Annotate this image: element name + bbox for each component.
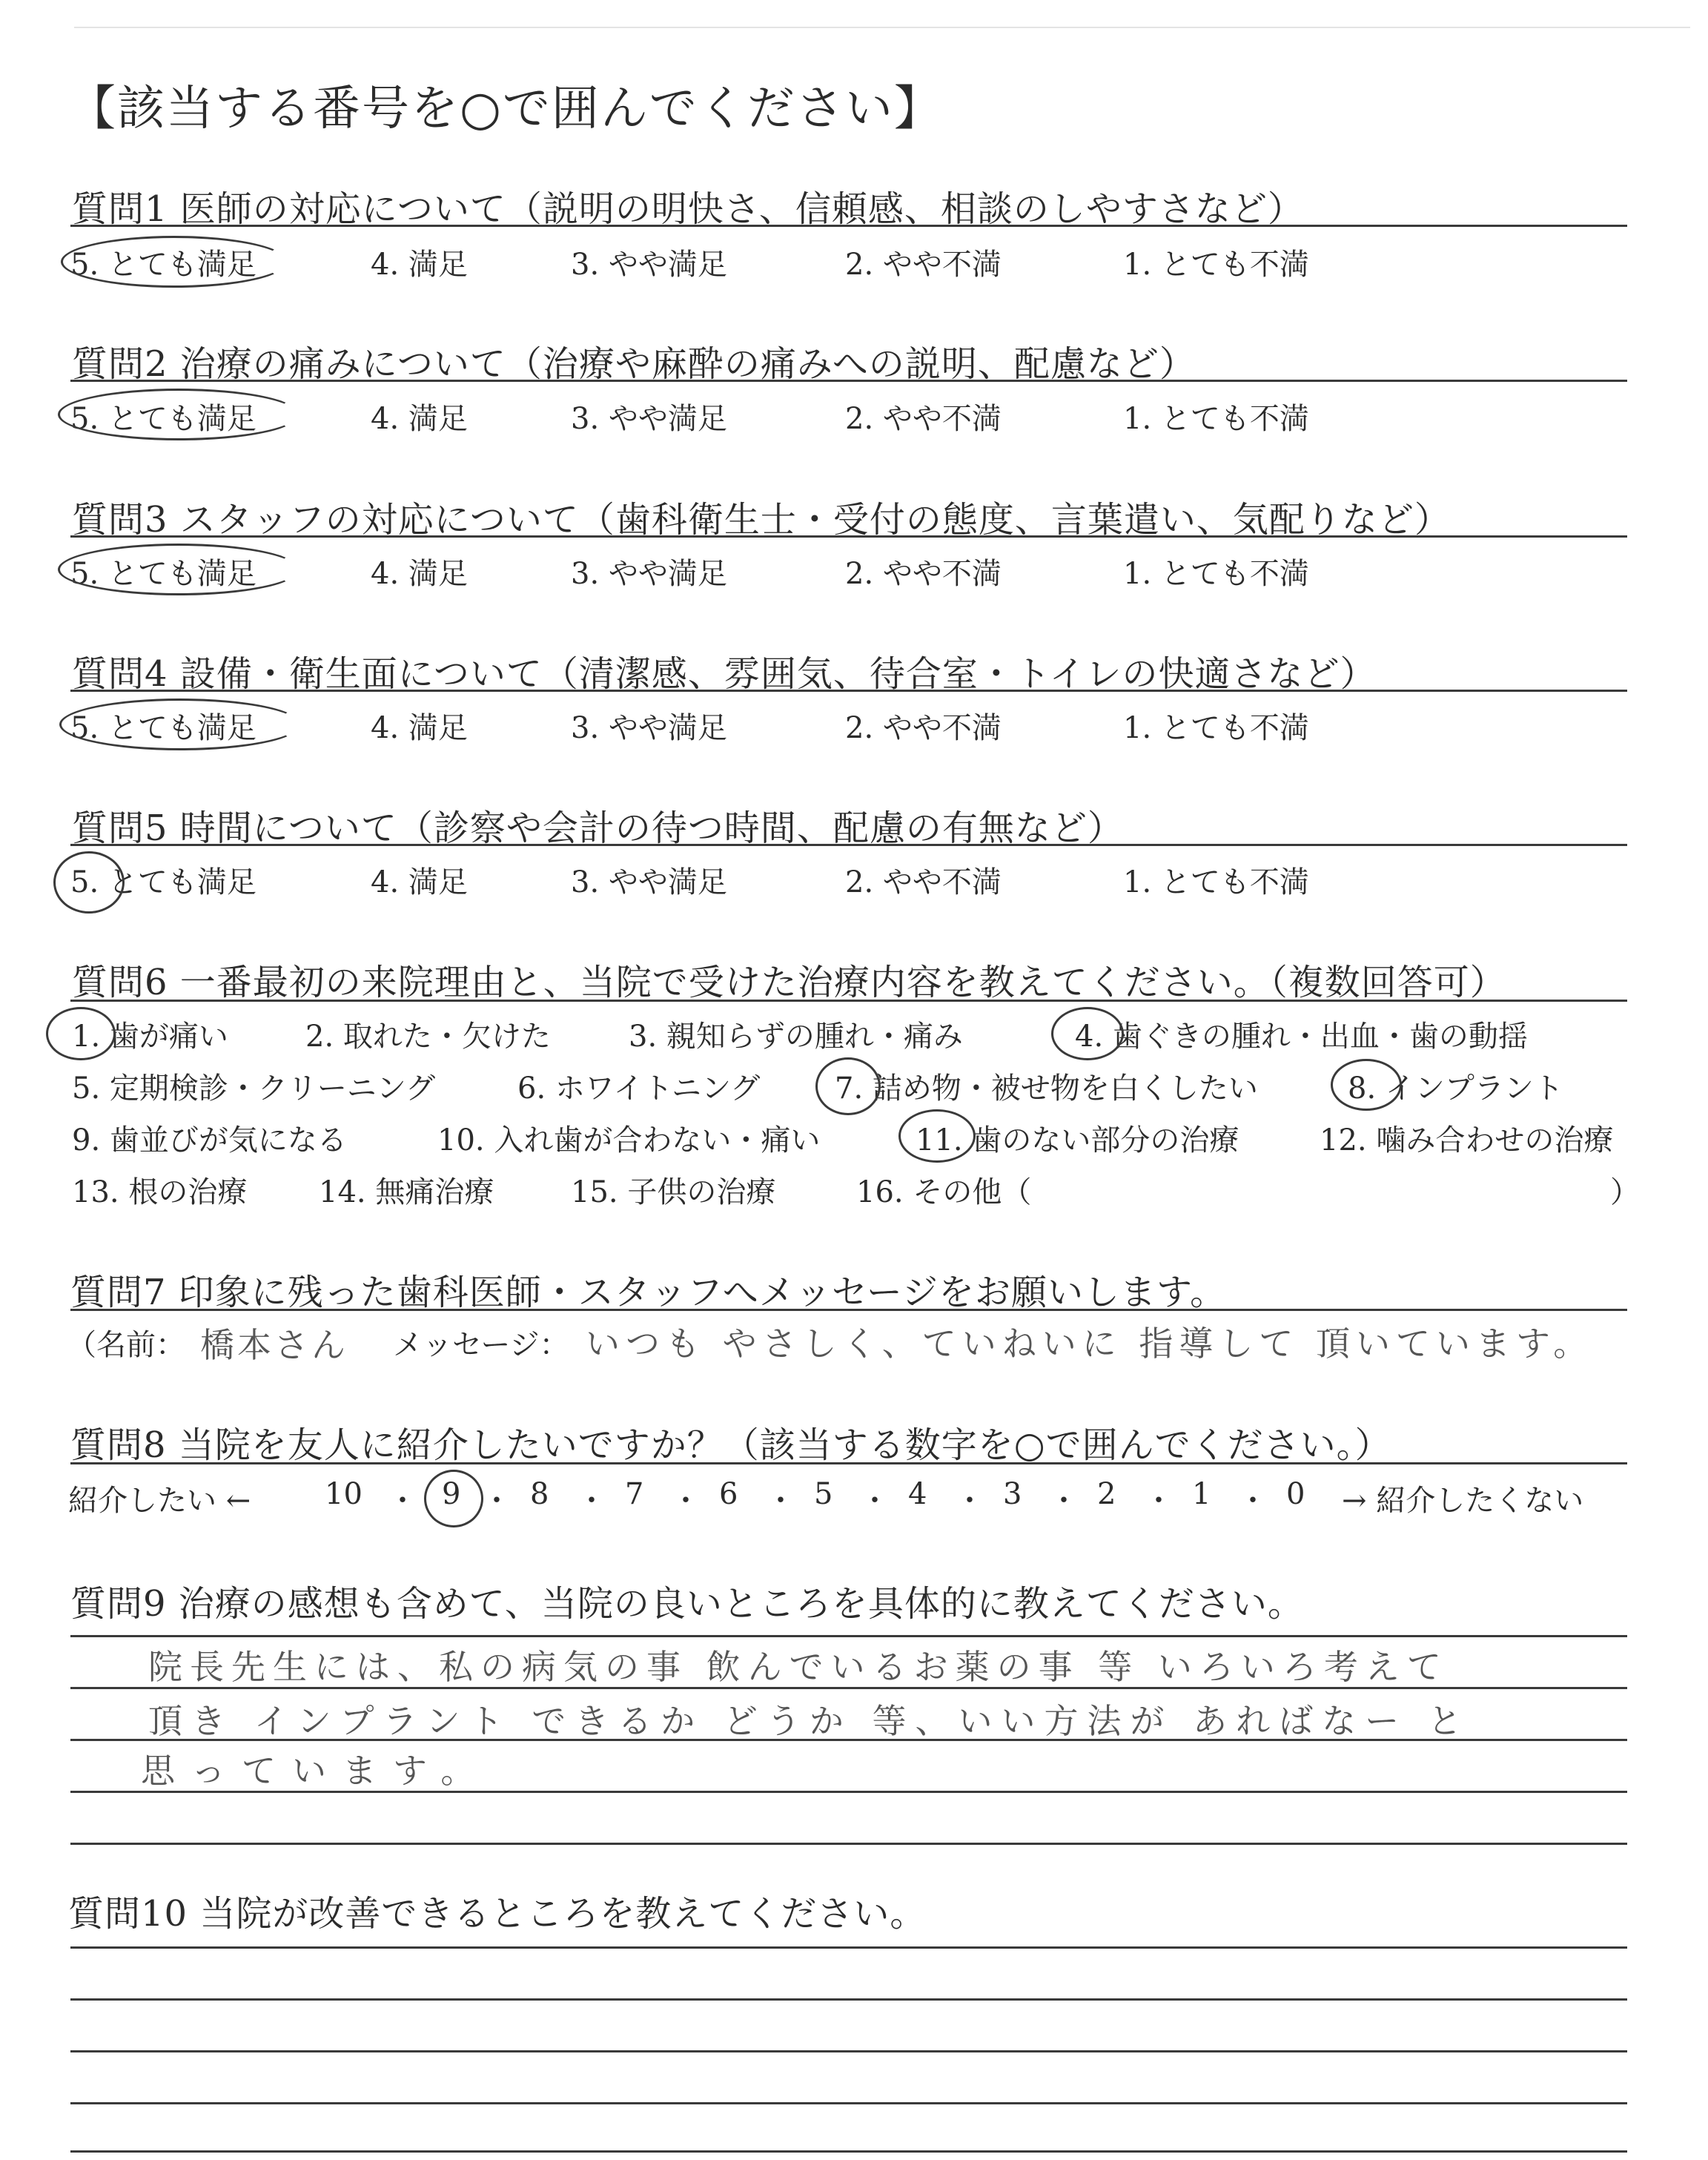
q10-line-5	[70, 2150, 1627, 2153]
q2-circle-mark	[58, 389, 299, 440]
q9-answer-line-1[interactable]: 院長先生には、私の病気の事 飲んでいるお薬の事 等 いろいろ考えて	[148, 1647, 1449, 1687]
q3-option-2[interactable]: 2. やや不満	[845, 557, 1002, 591]
q1-option-4[interactable]: 4. 満足	[371, 248, 468, 282]
q6-option-12[interactable]: 12. 噛み合わせの治療	[1320, 1123, 1614, 1157]
question-5-rule	[70, 844, 1627, 846]
q8-scale-10[interactable]: 10	[325, 1477, 363, 1511]
q8-scale-8[interactable]: 8	[530, 1477, 549, 1511]
q8-separator: ・	[577, 1484, 606, 1518]
question-9-title: 質問9 治療の感想も含めて、当院の良いところを具体的に教えてください。	[70, 1583, 1304, 1625]
q10-line-3	[70, 2050, 1627, 2052]
q3-option-4[interactable]: 4. 満足	[371, 557, 468, 591]
q4-option-2[interactable]: 2. やや不満	[845, 711, 1002, 745]
q6-option-8[interactable]: 8. インプラント	[1348, 1071, 1563, 1106]
q8-circle-mark-9	[424, 1470, 483, 1527]
q6-option-15[interactable]: 15. 子供の治療	[571, 1175, 776, 1209]
page-top-border	[74, 27, 1690, 28]
question-6-rule	[70, 1000, 1627, 1002]
q2-option-2[interactable]: 2. やや不満	[845, 402, 1002, 436]
q6-option-1[interactable]: 1. 歯が痛い	[72, 1020, 228, 1054]
q7-message-value[interactable]: いつも やさしく、ていねいに 指導して 頂いています。	[586, 1324, 1594, 1364]
q6-option-4[interactable]: 4. 歯ぐきの腫れ・出血・歯の動揺	[1075, 1020, 1528, 1054]
q8-scale-9[interactable]: 9	[442, 1477, 461, 1511]
q3-circle-mark	[58, 544, 299, 595]
q6-option-9[interactable]: 9. 歯並びが気になる	[72, 1123, 347, 1157]
q6-circle-mark-11	[898, 1109, 976, 1163]
q4-option-4[interactable]: 4. 満足	[371, 711, 468, 745]
q2-option-4[interactable]: 4. 満足	[371, 402, 468, 436]
q4-option-3[interactable]: 3. やや満足	[571, 711, 727, 745]
q1-option-1[interactable]: 1. とても不満	[1123, 248, 1309, 282]
question-8-title: 質問8 当院を友人に紹介したいですか？（該当する数字を○で囲んでください。）	[70, 1424, 1391, 1466]
q8-scale-6[interactable]: 6	[719, 1477, 738, 1511]
q8-scale-1[interactable]: 1	[1192, 1477, 1211, 1511]
q6-option-3[interactable]: 3. 親知らずの腫れ・痛み	[629, 1020, 963, 1054]
q6-option-6[interactable]: 6. ホワイトニング	[517, 1071, 761, 1106]
question-1-title: 質問1 医師の対応について（説明の明快さ、信頼感、相談のしやすさなど）	[72, 188, 1304, 230]
q4-option-1[interactable]: 1. とても不満	[1123, 711, 1309, 745]
q2-option-1[interactable]: 1. とても不満	[1123, 402, 1309, 436]
q8-scale-5[interactable]: 5	[814, 1477, 833, 1511]
q6-circle-mark-1	[46, 1007, 116, 1060]
q6-circle-mark-4	[1051, 1007, 1124, 1060]
q4-option-5[interactable]: 5. とても満足	[70, 711, 256, 745]
q5-option-4[interactable]: 4. 満足	[371, 865, 468, 899]
question-7-title: 質問7 印象に残った歯科医師・スタッフへメッセージをお願いします。	[70, 1272, 1227, 1313]
q9-answer-line-3[interactable]: 思っています。	[141, 1751, 491, 1791]
q9-line-1	[70, 1635, 1627, 1637]
q4-circle-mark	[59, 698, 301, 750]
q8-separator: ・	[955, 1484, 984, 1518]
q8-scale-0[interactable]: 0	[1286, 1477, 1305, 1511]
page-header: 【該当する番号を○で囲んでください】	[68, 82, 943, 136]
q8-scale-7[interactable]: 7	[625, 1477, 644, 1511]
q6-option-5[interactable]: 5. 定期検診・クリーニング	[72, 1071, 436, 1106]
q1-circle-mark	[61, 236, 288, 288]
q3-option-1[interactable]: 1. とても不満	[1123, 557, 1309, 591]
question-4-rule	[70, 690, 1627, 692]
q8-left-label: 紹介したい ←	[68, 1484, 251, 1518]
q6-option-16[interactable]: 16. その他（	[856, 1175, 1032, 1209]
q6-option-13[interactable]: 13. 根の治療	[72, 1175, 248, 1209]
q8-separator: ・	[860, 1484, 890, 1518]
q6-circle-mark-8	[1331, 1059, 1402, 1111]
question-2-title: 質問2 治療の痛みについて（治療や麻酔の痛みへの説明、配慮など）	[72, 343, 1196, 385]
q7-name-label: （名前：	[67, 1328, 185, 1362]
q8-separator: ・	[671, 1484, 701, 1518]
question-3-title: 質問3 スタッフの対応について（歯科衛生士・受付の態度、言葉遣い、気配りなど）	[72, 499, 1451, 541]
q8-separator: ・	[482, 1484, 512, 1518]
q9-answer-line-2[interactable]: 頂き インプラント できるか どうか 等、いい方法が あればなー と	[148, 1701, 1471, 1741]
q8-scale-3[interactable]: 3	[1003, 1477, 1022, 1511]
q8-right-label: → 紹介したくない	[1342, 1484, 1584, 1518]
q5-option-5[interactable]: 5. とても満足	[70, 865, 256, 899]
q3-option-3[interactable]: 3. やや満足	[571, 557, 727, 591]
question-4-title: 質問4 設備・衛生面について（清潔感、雰囲気、待合室・トイレの快適さなど）	[72, 653, 1377, 695]
q6-option-14[interactable]: 14. 無痛治療	[319, 1175, 494, 1209]
q8-separator: ・	[1144, 1484, 1174, 1518]
q3-option-5[interactable]: 5. とても満足	[70, 557, 256, 591]
q5-option-1[interactable]: 1. とても不満	[1123, 865, 1309, 899]
question-6-title: 質問6 一番最初の来院理由と、当院で受けた治療内容を教えてください。（複数回答可）	[72, 962, 1506, 1003]
question-1-rule	[70, 225, 1627, 227]
question-2-rule	[70, 380, 1627, 382]
q6-option-7[interactable]: 7. 詰め物・被せ物を白くしたい	[835, 1071, 1258, 1106]
q6-option-16-close: ）	[1610, 1175, 1640, 1209]
q8-separator: ・	[388, 1484, 417, 1518]
q8-scale-4[interactable]: 4	[908, 1477, 927, 1511]
question-5-title: 質問5 時間について（診察や会計の待つ時間、配慮の有無など）	[72, 807, 1124, 849]
q8-separator: ・	[766, 1484, 795, 1518]
q7-name-value[interactable]: 橋本さん	[200, 1325, 348, 1365]
q6-option-2[interactable]: 2. 取れた・欠けた	[305, 1020, 551, 1054]
question-10-title: 質問10 当院が改善できるところを教えてください。	[68, 1893, 927, 1935]
q2-option-3[interactable]: 3. やや満足	[571, 402, 727, 436]
q8-separator: ・	[1049, 1484, 1079, 1518]
question-7-rule	[70, 1309, 1627, 1311]
q5-circle-mark	[53, 851, 125, 914]
question-3-rule	[70, 535, 1627, 538]
q10-line-4	[70, 2102, 1627, 2104]
q7-message-label: メッセージ：	[393, 1328, 569, 1362]
q1-option-3[interactable]: 3. やや満足	[571, 248, 727, 282]
q8-scale-2[interactable]: 2	[1097, 1477, 1116, 1511]
q8-separator: ・	[1238, 1484, 1268, 1518]
q6-option-11[interactable]: 11. 歯のない部分の治療	[916, 1123, 1239, 1157]
question-8-rule	[70, 1462, 1627, 1464]
q10-line-1	[70, 1946, 1627, 1949]
q6-circle-mark-7	[815, 1057, 881, 1115]
q9-line-5	[70, 1843, 1627, 1845]
q5-option-3[interactable]: 3. やや満足	[571, 865, 727, 899]
q10-line-2	[70, 1998, 1627, 2001]
q6-option-10[interactable]: 10. 入れ歯が合わない・痛い	[437, 1123, 821, 1157]
q5-option-2[interactable]: 2. やや不満	[845, 865, 1002, 899]
q1-option-5[interactable]: 5. とても満足	[70, 248, 256, 282]
q2-option-5[interactable]: 5. とても満足	[70, 402, 256, 436]
q1-option-2[interactable]: 2. やや不満	[845, 248, 1002, 282]
